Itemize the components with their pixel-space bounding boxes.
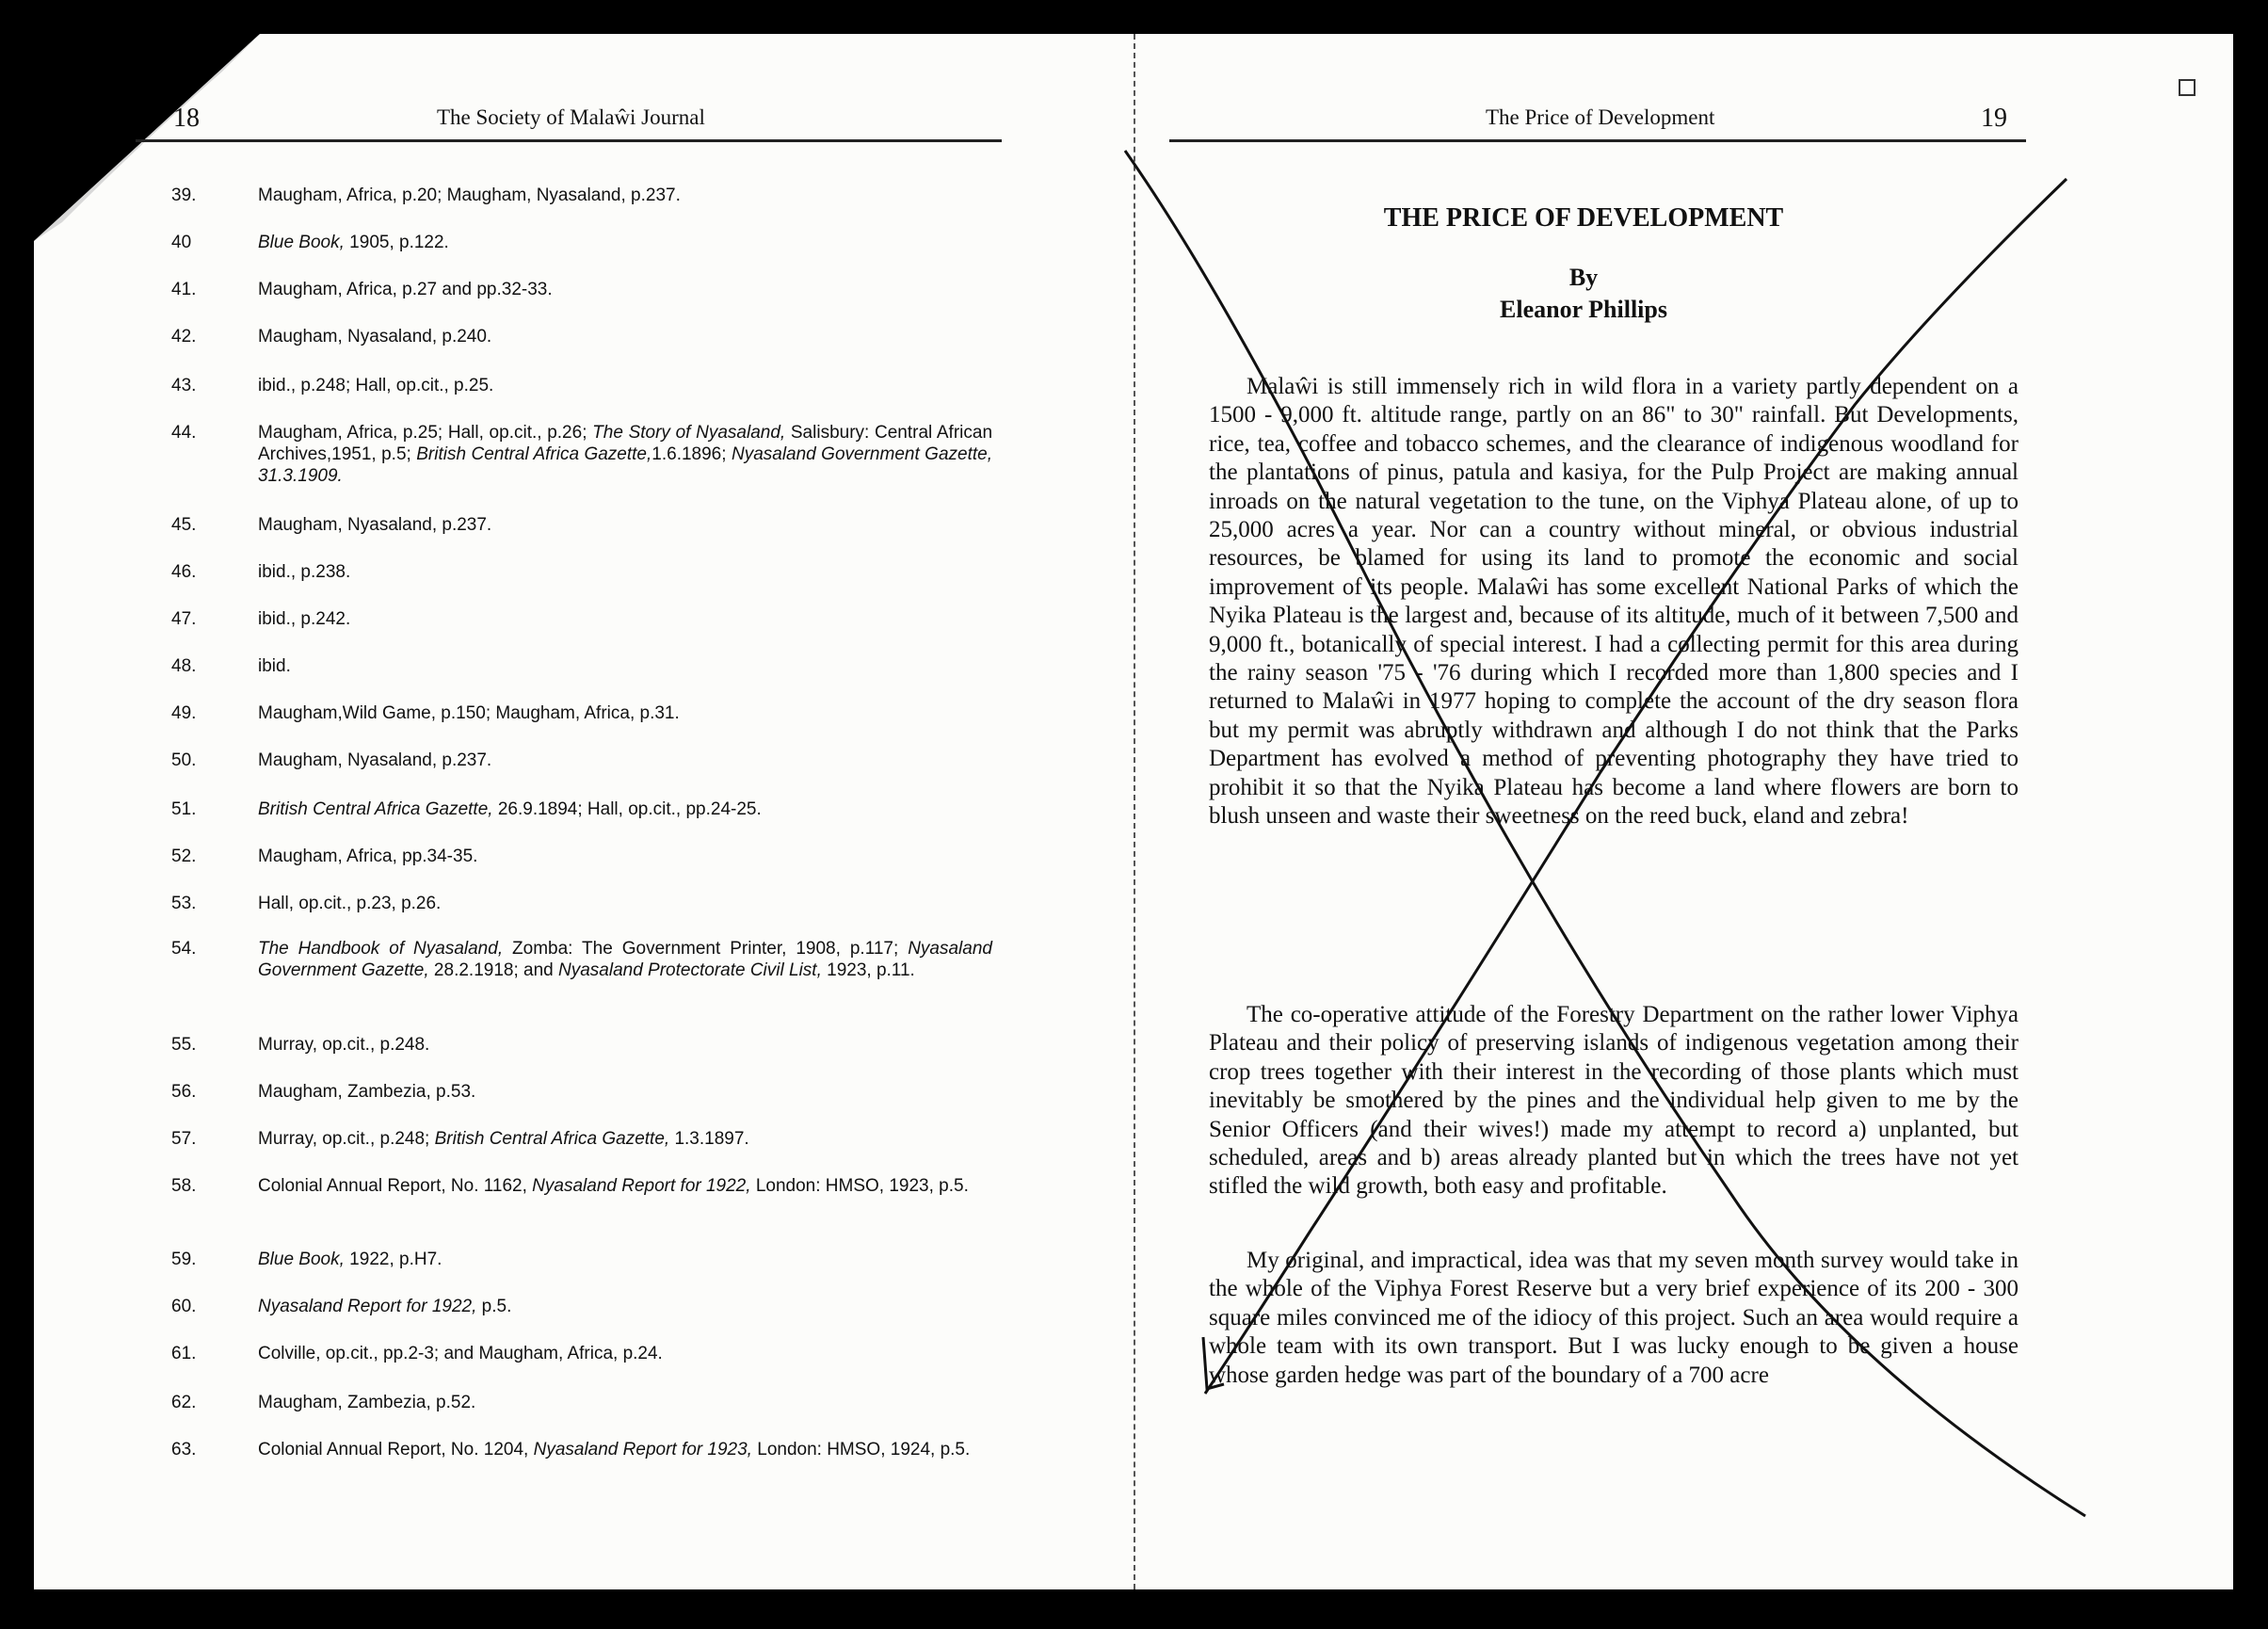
corner-mark [2179,79,2196,96]
endnote-number: 45. [171,515,197,535]
endnote-text: Colville, op.cit., pp.2-3; and Maugham, Africa, p.24. [258,1344,663,1363]
endnote-number: 62. [171,1393,197,1412]
endnote-text: The Handbook of Nyasaland, Zomba: The Government Printer, 1908, p.117; Nyasaland Government Gazette, 28.2.1918; and Nyasaland Protectorate Civil List, 1923, p.11. [258,939,992,980]
endnote-text: Colonial Annual Report, No. 1162, Nyasaland Report for 1922, London: HMSO, 1923, p.5. [258,1176,969,1196]
endnote-number: 57. [171,1129,197,1149]
endnote-number: 40 [171,233,192,252]
endnote-number: 44. [171,423,197,443]
endnote-number: 42. [171,327,197,347]
folded-corner-shadow [34,34,279,279]
endnote-text: Murray, op.cit., p.248. [258,1035,430,1055]
endnote-text: Maugham, Nyasaland, p.237. [258,515,492,535]
endnote-number: 53. [171,894,197,913]
endnote-number: 59. [171,1250,197,1269]
endnote-number: 61. [171,1344,197,1363]
endnote-text: Maugham, Zambezia, p.52. [258,1393,476,1412]
endnote-text: Maugham, Nyasaland, p.237. [258,750,492,770]
endnote-text: Maugham, Africa, pp.34-35. [258,847,478,866]
left-page [136,102,1002,1460]
endnote-number: 60. [171,1297,197,1316]
endnote-text: Maugham, Africa, p.27 and pp.32-33. [258,280,553,299]
article-title: THE PRICE OF DEVELOPMENT [1383,203,1784,233]
endnote-text: Nyasaland Report for 1922, p.5. [258,1297,512,1316]
endnote-text: British Central Africa Gazette, 26.9.1894; Hall, op.cit., pp.24-25. [258,799,762,819]
right-page [1169,102,2026,1388]
endnote-text: ibid. [258,656,291,676]
endnote-number: 47. [171,609,197,629]
endnote-text: Maugham,Wild Game, p.150; Maugham, Africa, p.31. [258,703,680,723]
endnote-number: 54. [171,939,197,959]
article-paragraph: My original, and impractical, idea was that my seven month survey would take in the whole of the Viphya Forest Reserve but a very brief experience of its 200 - 300 square miles convinced me of the idiocy of this project. Such an area would require a whole team with its own transport. But I was lucky enough to be given a house whose garden hedge was part of the boundary of a 700 acre [1209,1248,2019,1388]
right-running-head: The Price of Development [1486,105,1715,129]
page-gutter [1134,34,1135,1589]
endnote-number: 43. [171,376,197,395]
endnote-number: 52. [171,847,197,866]
endnote-number: 41. [171,280,197,299]
right-page-number: 19 [1981,104,2007,133]
endnote-number: 51. [171,799,197,819]
endnote-number: 46. [171,562,197,582]
endnote-text: Hall, op.cit., p.23, p.26. [258,894,442,913]
endnote-text: Blue Book, 1905, p.122. [258,233,449,252]
endnote-number: 49. [171,703,197,723]
endnote-number: 63. [171,1440,197,1460]
endnote-number: 56. [171,1082,197,1102]
endnote-text: ibid., p.238. [258,562,351,582]
endnote-text: ibid., p.242. [258,609,351,629]
endnote-number: 48. [171,656,197,676]
endnote-number: 55. [171,1035,197,1055]
endnote-text: Maugham, Nyasaland, p.240. [258,327,492,347]
endnote-text: ibid., p.248; Hall, op.cit., p.25. [258,376,494,395]
endnote-text: Colonial Annual Report, No. 1204, Nyasaland Report for 1923, London: HMSO, 1924, p.5. [258,1440,971,1460]
author-name: Eleanor Phillips [1500,296,1667,323]
endnote-number: 50. [171,750,197,770]
endnote-text: Maugham, Africa, p.25; Hall, op.cit., p.26; The Story of Nyasaland, Salisbury: Central African Archives,1951, p.5; British Central Africa Gazette,1.6.1896; Nyasaland Government Gazette, 31.3.1909. [258,423,993,486]
endnote-number: 58. [171,1176,197,1196]
endnote-text: Murray, op.cit., p.248; British Central Africa Gazette, 1.3.1897. [258,1129,749,1149]
right-running-header [1169,102,2026,142]
endnote-text: Maugham, Zambezia, p.53. [258,1082,476,1102]
by-label: By [1568,264,1599,291]
endnote-text: Blue Book, 1922, p.H7. [258,1250,442,1269]
byline [1169,262,1998,326]
endnote-text: Maugham, Africa, p.20; Maugham, Nyasaland, p.237. [258,185,681,205]
left-page-number: 18 [173,104,200,133]
endnote-number: 39. [171,185,197,205]
article-paragraph: The co-operative attitude of the Forestry Department on the rather lower Viphya Plateau and their policy of preserving islands of indigenous vegetation among their crop trees together with their interest in the recording of those plants which must inevitably be smothered by the pines and the individual help given to me by the Senior Officers (and their wives!) made my attempt to record a) unplanted, but scheduled, areas and b) areas already planted but in which the trees have not yet stifled the wild growth, both easy and profitable. [1209,1002,2019,1200]
left-running-head: The Society of Malaŵi Journal [437,105,705,129]
left-running-header [136,102,1002,142]
article-paragraph: Malaŵi is still immensely rich in wild flora in a variety partly dependent on a 1500 - 9,000 ft. altitude range, partly on an 86" to 30" rainfall. But Developments, rice, tea, coffee and tobacco schemes, and the clearance of indigenous woodland for the plantations of pinus, patula and kasiya, for the Pulp Project are making annual inroads on the natural vegetation to the tune, on the Viphya Plateau alone, of up to 25,000 acres a year. Nor can a country without mineral, or obvious industrial resources, be blamed for using its land to promote the economic and social improvement of its people. Malaŵi has some excellent National Parks of which the Nyika Plateau is the largest and, because of its altitude, much of it between 7,500 and 9,000 ft., botanically of special interest. I had a collecting permit for this area during the rainy season '75 - '76 during which I recorded more than 1,800 species and I returned to Malaŵi in 1977 hoping to complete the account of the dry season flora but my permit was abruptly withdrawn and although I do not think that the Parks Department has evolved a method of preventing photography they have tried to prohibit it so that the Nyika Plateau has become a land where flowers are born to blush unseen and waste their sweetness on the reed buck, eland and zebra! [1209,374,2019,830]
